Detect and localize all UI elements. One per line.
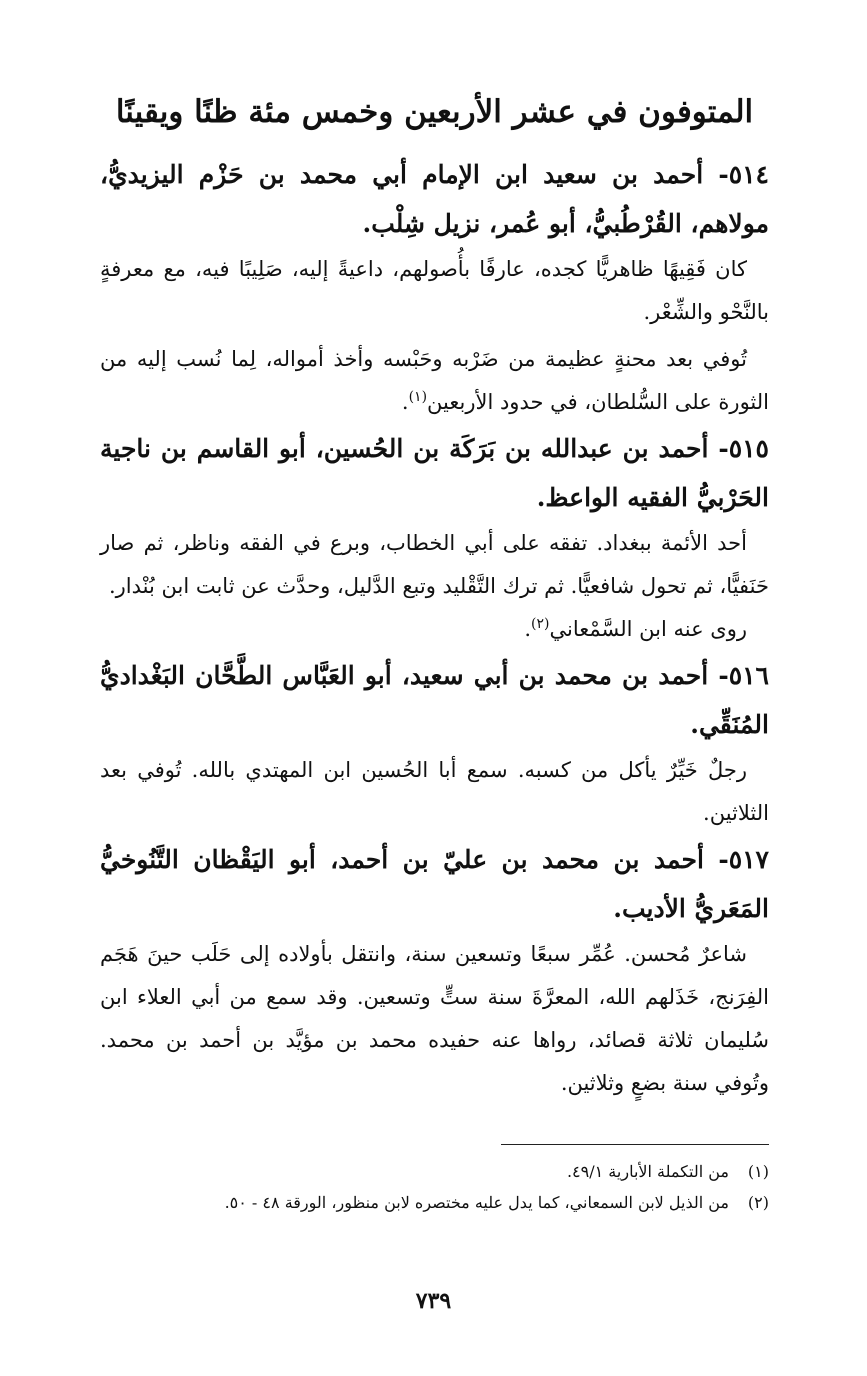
footnote-ref[interactable]: (٢) <box>531 616 550 632</box>
footnote-number: (١) <box>747 1162 769 1181</box>
entry-heading: ٥١٤- أحمد بن سعيد ابن الإمام أبي محمد بن حَزْم اليزيديُّ، مولاهم، القُرْطُبيُّ، أبو عُمر، نزيل شِلْب. <box>100 160 769 238</box>
entry-paragraph <box>100 338 769 424</box>
entry-heading: ٥١٥- أحمد بن عبدالله بن بَرَكَة بن الحُسين، أبو القاسم بن ناجية الحَرْبيُّ الفقيه الواعظ. <box>100 434 769 512</box>
paragraph-text: روى عنه ابن السَّمْعاني <box>549 617 747 641</box>
footnote-text: من التكملة الأبارية ٤٩/١. <box>566 1162 729 1181</box>
entry-heading: ٥١٦- أحمد بن محمد بن أبي سعيد، أبو العَبَّاس الطَّحَّان البَغْداديُّ المُنَقِّي. <box>100 661 769 739</box>
entry-516 <box>100 651 769 835</box>
entry-517 <box>100 835 769 1105</box>
entry-514 <box>100 150 769 424</box>
entry-515 <box>100 424 769 651</box>
entry-paragraph <box>100 608 769 651</box>
footnotes <box>90 1156 769 1218</box>
entry-paragraph: شاعرٌ مُحسن. عُمِّر سبعًا وتسعين سنة، وانتقل بأولاده إلى حَلَب حينَ هَجَم الفِرَنج، خَذَلهم الله، المعرَّةَ سنة ستٍّ وتسعين. وقد سمع من أبي العلاء ابن سُليمان ثلاثة قصائد، رواها عنه حفيده محمد بن مؤيَّد بن أحمد بن محمد. وتُوفي سنة بضعٍ وثلاثين. <box>100 942 769 1095</box>
footnote-divider <box>501 1144 769 1145</box>
footnote-number: (٢) <box>747 1193 769 1212</box>
footnote-item <box>90 1156 769 1187</box>
page-title: المتوفون في عشر الأربعين وخمس مئة ظنًا ويقينًا <box>115 94 754 130</box>
paragraph-text: تُوفي بعد محنةٍ عظيمة من ضَرْبه وحَبْسه وأخذ أمواله، لِما نُسب إليه من الثورة على السُّلطان، في حدود الأربعين <box>100 347 769 414</box>
page-number: ٧٣٩ <box>415 1288 452 1314</box>
paragraph-end: . <box>524 617 531 641</box>
entry-paragraph: رجلٌ خَيِّرٌ يأكل من كسبه. سمع أبا الحُسين ابن المهتدي بالله. تُوفي بعد الثلاثين. <box>100 758 769 825</box>
footnote-item <box>90 1187 769 1218</box>
footnote-ref[interactable]: (١) <box>408 389 428 405</box>
entry-paragraph: أحد الأئمة ببغداد. تفقه على أبي الخطاب، وبرع في الفقه وناظر، ثم صار حَنَفيًّا، ثم تحول شافعيًّا. ثم ترك التَّقْليد وتبع الدَّليل، وحدَّث عن ثابت ابن بُنْدار. <box>100 531 769 598</box>
entry-heading: ٥١٧- أحمد بن محمد بن عليّ بن أحمد، أبو اليَقْظان التَّنُوخيُّ المَعَريُّ الأديب. <box>100 845 769 923</box>
paragraph-end: . <box>401 390 409 414</box>
footnote-text: من الذيل لابن السمعاني، كما يدل عليه مختصره لابن منظور، الورقة ٤٨ - ٥٠. <box>224 1193 729 1212</box>
entry-paragraph: كان فَقِيهًا ظاهريًّا كجده، عارفًا بأُصولهم، داعيةً إليه، صَلِيبًا فيه، مع معرفةٍ بالنَّحْو والشِّعْر. <box>100 257 769 324</box>
